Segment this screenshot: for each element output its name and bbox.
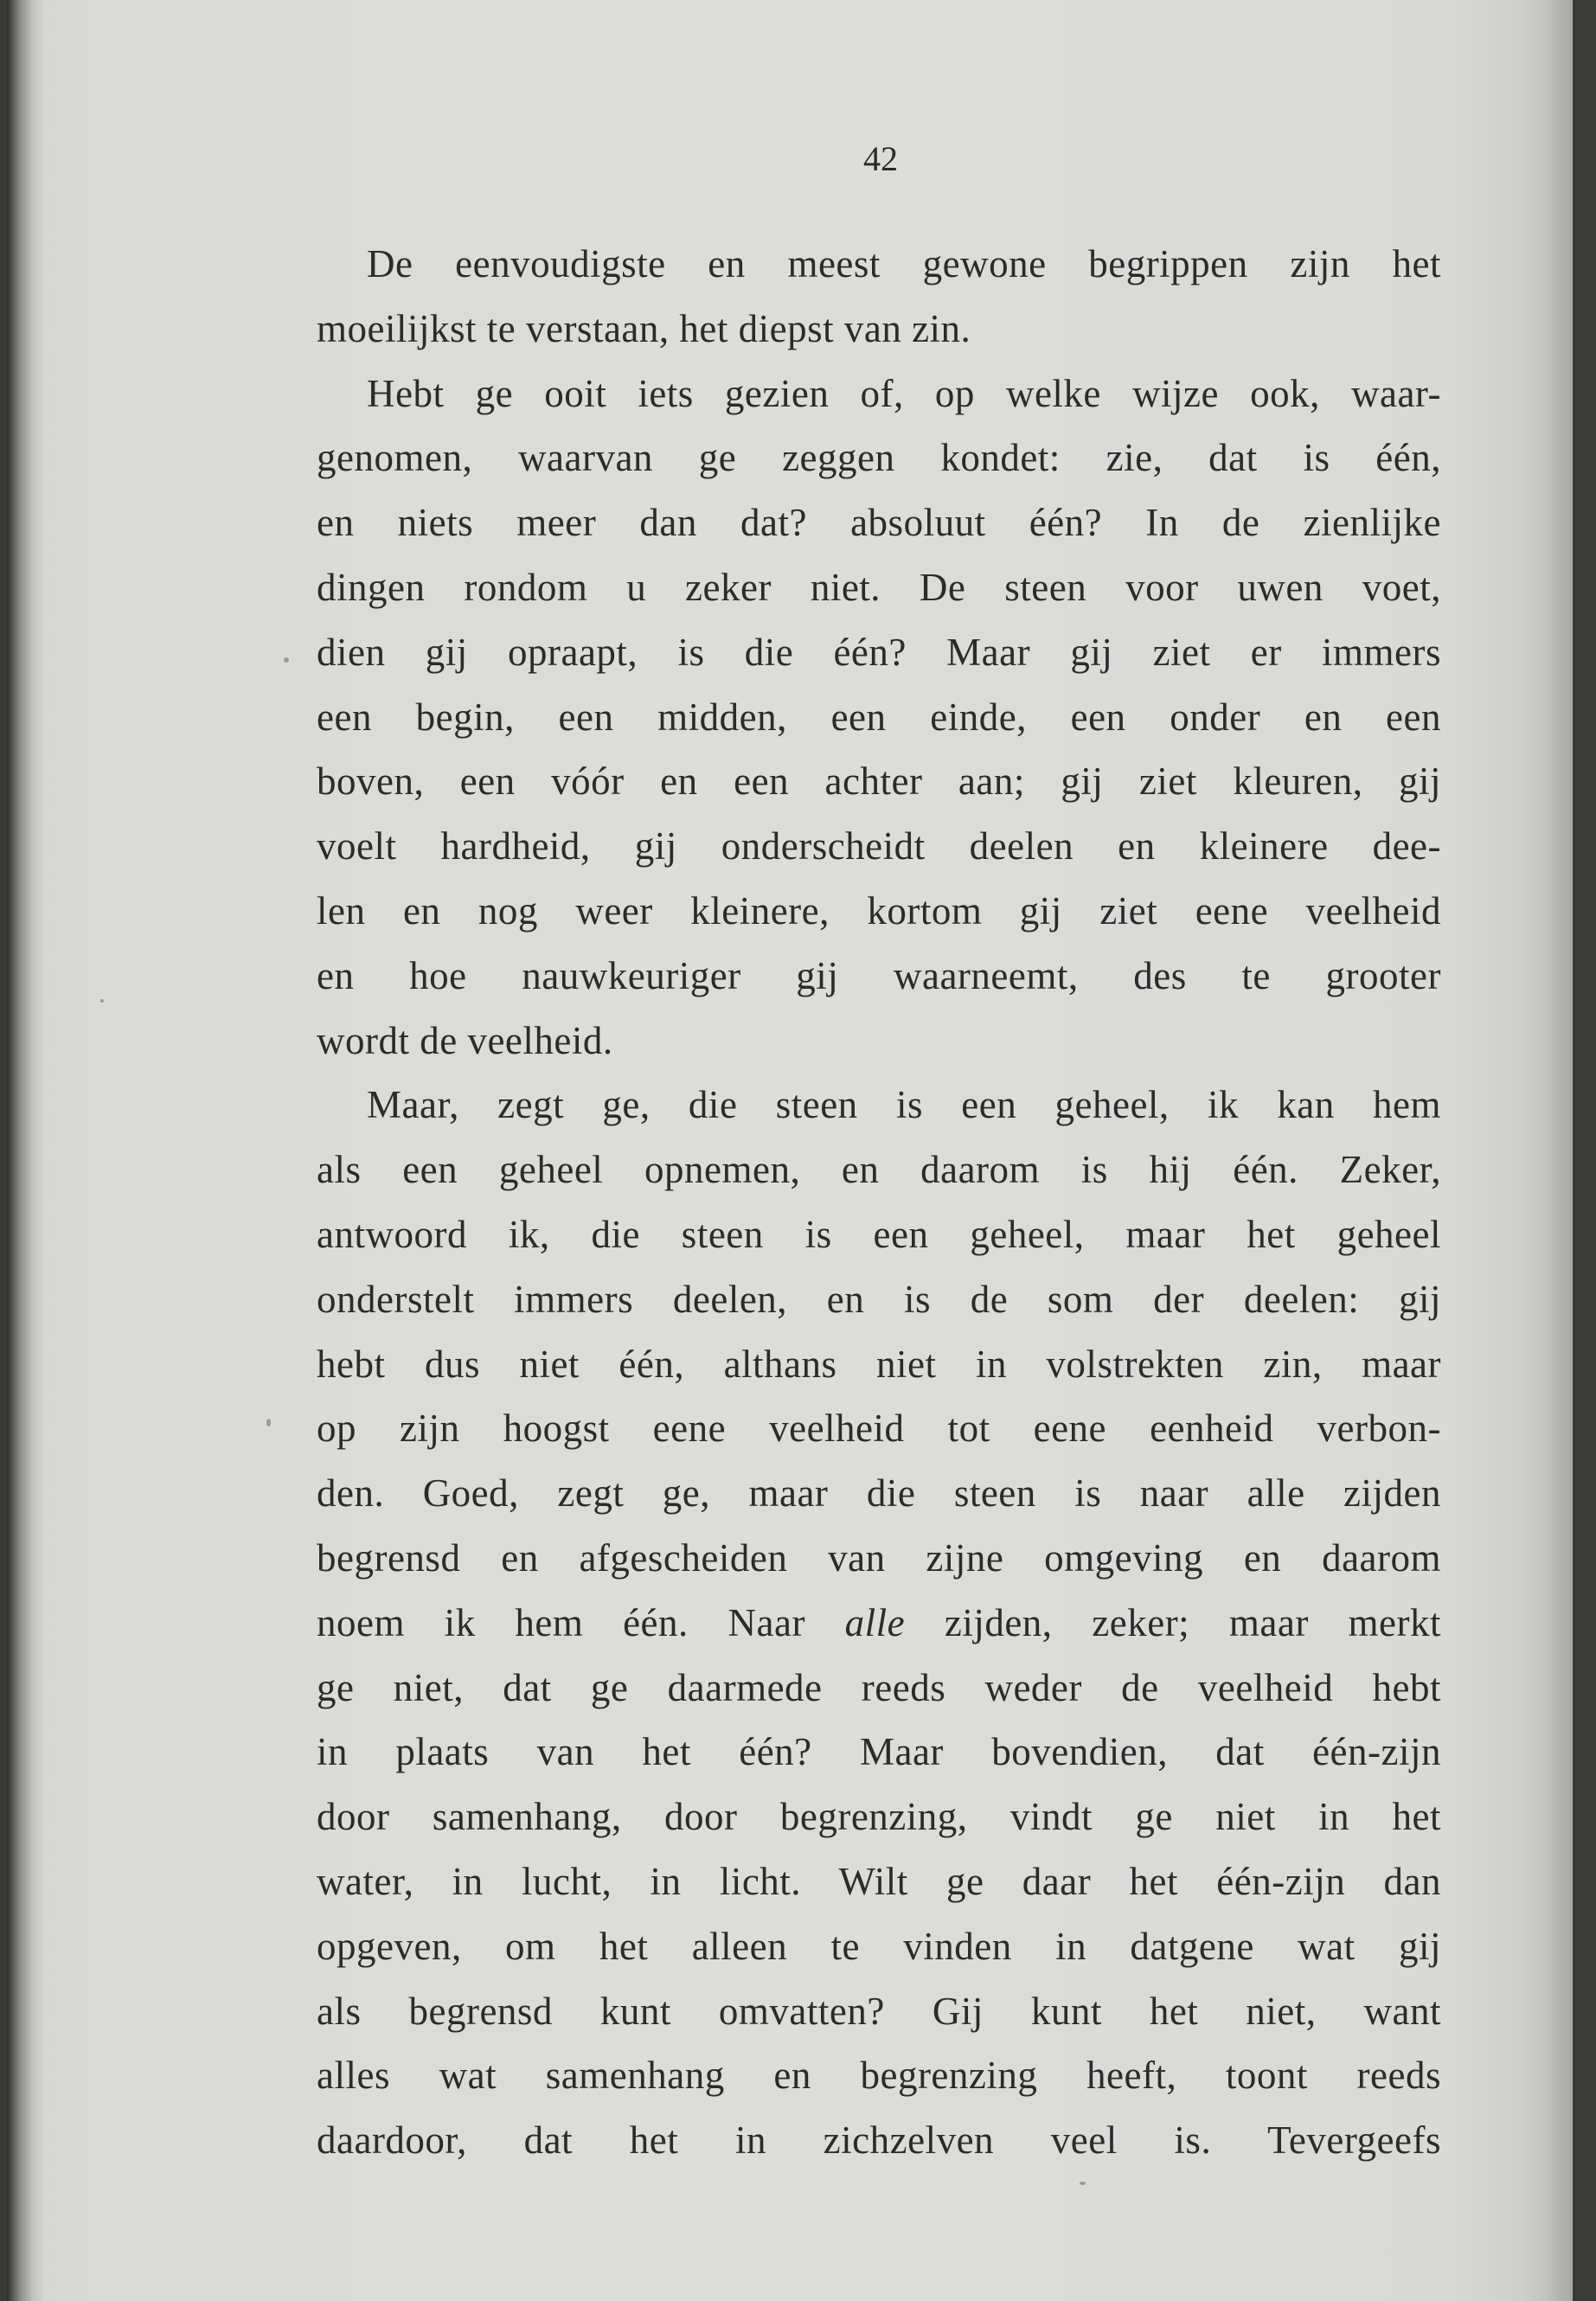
text-line: en hoe nauwkeuriger gij waarneemt, des te grooter bbox=[317, 953, 1441, 997]
text-line: opgeven, om het alleen te vinden in datgene wat gij bbox=[317, 1924, 1441, 1968]
text-line: den. Goed, zegt ge, maar die steen is naar alle zijden bbox=[317, 1471, 1441, 1516]
text-line: alles wat samenhang en begrenzing heeft, toont reeds bbox=[317, 2054, 1441, 2098]
text-line: op zijn hoogst eene veelheid tot eene eenheid verbon- bbox=[317, 1407, 1441, 1451]
text-line: wordt de veelheid. bbox=[317, 1018, 613, 1062]
text-line: boven, een vóór en een achter aan; gij ziet kleuren, gij bbox=[317, 760, 1441, 804]
text-line: als begrensd kunt omvatten? Gij kunt het niet, want bbox=[317, 1989, 1441, 2033]
text-segment: noem ik hem één. Naar bbox=[317, 1600, 805, 1644]
text-line: en niets meer dan dat? absoluut één? In de zienlijke bbox=[317, 501, 1441, 545]
text-line: De eenvoudigste en meest gewone begrippen zijn het bbox=[367, 242, 1441, 285]
scanned-page bbox=[7, 0, 1573, 2301]
text-line: water, in lucht, in licht. Wilt ge daar het één-zijn dan bbox=[317, 1859, 1441, 1903]
text-line: moeilijkst te verstaan, het diepst van zin. bbox=[317, 306, 971, 350]
paper-speck bbox=[266, 1419, 271, 1426]
text-line: genomen, waarvan ge zeggen kondet: zie, dat is één, bbox=[317, 436, 1441, 480]
paper-speck bbox=[1080, 2182, 1086, 2185]
text-segment: zijden, zeker; maar merkt bbox=[944, 1600, 1442, 1644]
emphasized-word: alle bbox=[844, 1600, 906, 1644]
text-line: in plaats van het één? Maar bovendien, dat één-zijn bbox=[317, 1730, 1441, 1774]
body-text bbox=[317, 232, 1441, 2173]
text-line: antwoord ik, die steen is een geheel, maar het geheel bbox=[317, 1212, 1441, 1256]
text-line: als een geheel opnemen, en daarom is hij één. Zeker, bbox=[317, 1148, 1441, 1192]
text-line-with-emphasis bbox=[317, 1591, 1441, 1656]
paper-speck bbox=[284, 657, 289, 663]
text-line: hebt dus niet één, althans niet in volstrekten zin, maar bbox=[317, 1342, 1441, 1386]
text-line: een begin, een midden, een einde, een onder en een bbox=[317, 695, 1441, 739]
text-line: onderstelt immers deelen, en is de som der deelen: gij bbox=[317, 1277, 1441, 1321]
paper-speck bbox=[100, 999, 104, 1003]
binding-shadow bbox=[7, 0, 45, 2301]
text-line: ge niet, dat ge daarmede reeds weder de veelheid hebt bbox=[317, 1665, 1441, 1709]
text-line: begrensd en afgescheiden van zijne omgeving en daarom bbox=[317, 1535, 1441, 1580]
text-line: Maar, zegt ge, die steen is een geheel, ik kan hem bbox=[367, 1083, 1441, 1127]
text-line: dingen rondom u zeker niet. De steen voor uwen voet, bbox=[317, 565, 1441, 609]
text-line: daardoor, dat het in zichzelven veel is. Tevergeefs bbox=[317, 2118, 1441, 2163]
text-line: len en nog weer kleinere, kortom gij ziet eene veelheid bbox=[317, 888, 1441, 933]
text-line: Hebt ge ooit iets gezien of, op welke wijze ook, waar- bbox=[367, 371, 1441, 415]
text-line: door samenhang, door begrenzing, vindt ge niet in het bbox=[317, 1795, 1441, 1839]
page-number: 42 bbox=[863, 139, 898, 178]
text-line: voelt hardheid, gij onderscheidt deelen en kleinere dee- bbox=[317, 824, 1441, 868]
page-edge-shadow bbox=[1547, 0, 1573, 2301]
text-line: dien gij opraapt, is die één? Maar gij ziet er immers bbox=[317, 630, 1441, 674]
